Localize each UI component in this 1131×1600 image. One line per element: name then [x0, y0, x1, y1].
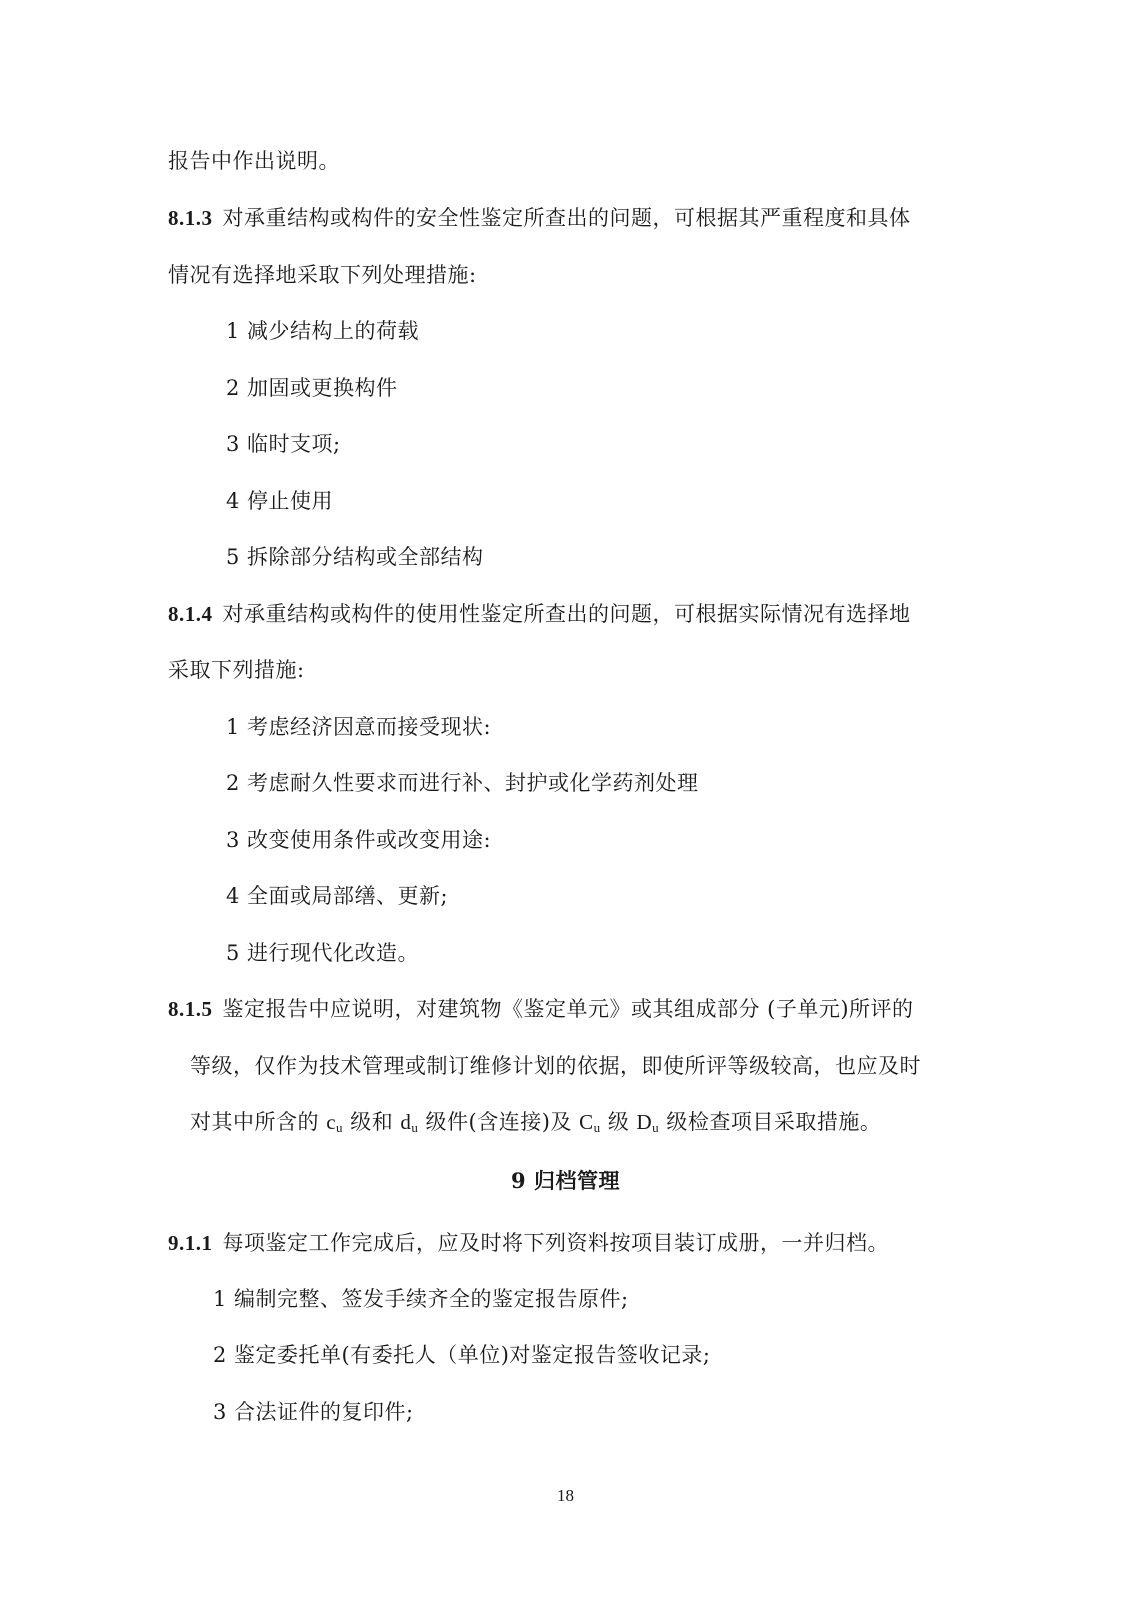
list-item: 1 减少结构上的荷载 — [226, 319, 420, 343]
clause-text: 对承重结构或构件的使用性鉴定所查出的问题，可根据实际情况有选择地 — [222, 602, 911, 626]
clause-8-1-3-line — [168, 203, 911, 233]
clause-text: 鉴定报告中应说明，对建筑物《鉴定单元》或其组成部分 (子单元)所评的 — [222, 997, 914, 1021]
text-run: 级检查项目采取措施。 — [659, 1110, 882, 1134]
clause-text: 对承重结构或构件的安全性鉴定所查出的问题，可根据其严重程度和具体 — [222, 206, 911, 230]
text-run: 级 — [600, 1110, 637, 1134]
list-item: 3 合法证件的复印件; — [213, 1400, 414, 1424]
list-item: 4 全面或局部缮、更新; — [226, 884, 449, 908]
clause-text: 每项鉴定工作完成后，应及时将下列资料按项目装订成册，一并归档。 — [222, 1231, 889, 1255]
clause-number: 8.1.5 — [168, 997, 213, 1021]
text-run: 对其中所含的 — [190, 1110, 327, 1134]
paragraph-line: 等级，仅作为技术管理或制订维修计划的依据，即使所评等级较高，也应及时 — [190, 1054, 921, 1078]
grade-symbol: C — [579, 1110, 594, 1134]
clause-number: 9.1.1 — [168, 1231, 213, 1255]
grade-subscript: u — [593, 1120, 601, 1135]
grade-symbol: d — [400, 1110, 412, 1134]
list-item: 4 停止使用 — [226, 489, 334, 513]
list-item: 2 考虑耐久性要求而进行补、封护或化学药剂处理 — [226, 771, 699, 795]
paragraph-line: 采取下列措施: — [168, 658, 305, 682]
clause-8-1-4-line — [168, 599, 911, 629]
chapter-heading: 9 归档管理 — [511, 1168, 620, 1193]
list-item: 3 临时支项; — [226, 432, 341, 456]
list-item: 5 进行现代化改造。 — [226, 941, 420, 965]
list-item: 2 加固或更换构件 — [226, 376, 398, 400]
list-item: 1 编制完整、签发手续齐全的鉴定报告原件; — [213, 1287, 629, 1311]
clause-8-1-5-line — [168, 994, 914, 1024]
clause-number: 8.1.3 — [168, 206, 213, 230]
grade-symbol: c — [326, 1110, 337, 1134]
clause-number: 8.1.4 — [168, 602, 213, 626]
clause-9-1-1-line — [168, 1228, 889, 1258]
list-item: 2 鉴定委托单(有委托人（单位)对鉴定报告签收记录; — [213, 1343, 711, 1367]
grade-subscript: u — [411, 1120, 419, 1135]
list-item: 5 拆除部分结构或全部结构 — [226, 545, 484, 569]
list-item: 1 考虑经济因意而接受现状: — [226, 715, 492, 739]
grade-subscript: u — [652, 1120, 660, 1135]
paragraph-line — [190, 1107, 881, 1143]
grade-subscript: u — [336, 1120, 344, 1135]
text-run: 级件(含连接)及 — [418, 1110, 580, 1134]
list-item: 3 改变使用条件或改变用途: — [226, 828, 492, 852]
text-run: 级和 — [343, 1110, 401, 1134]
grade-symbol: D — [636, 1110, 653, 1134]
page-number: 18 — [557, 1486, 574, 1505]
paragraph-line: 报告中作出说明。 — [168, 149, 340, 173]
paragraph-line: 情况有选择地采取下列处理措施: — [168, 263, 477, 287]
